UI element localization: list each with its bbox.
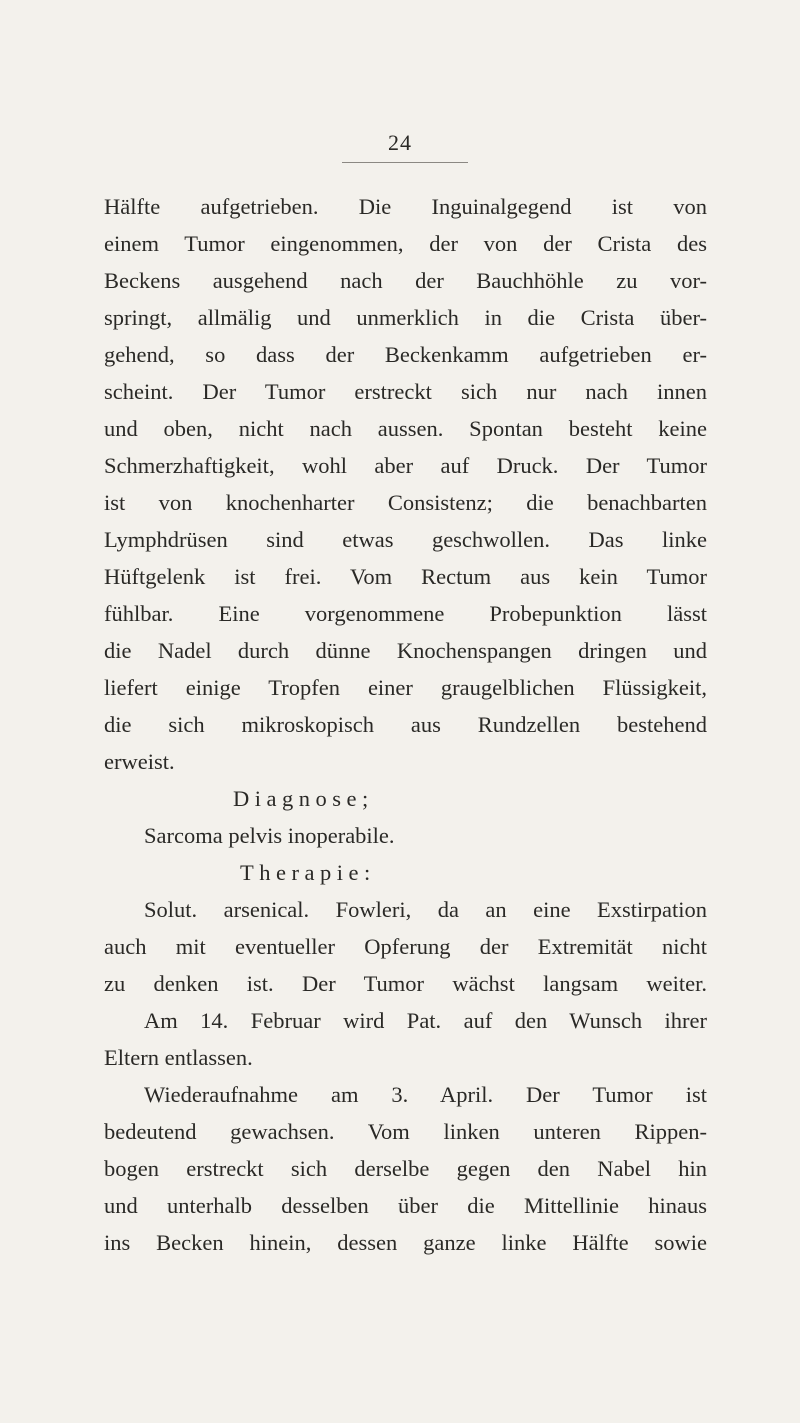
section-heading-diagnose: Diagnose; bbox=[233, 786, 374, 811]
page-number: 24 bbox=[388, 130, 412, 155]
text-line: ins Becken hinein, dessen ganze linke Hälfte sowie bbox=[104, 1230, 707, 1255]
page-number-rule bbox=[342, 162, 468, 163]
text-line: erweist. bbox=[104, 749, 175, 774]
text-line: die sich mikroskopisch aus Rundzellen bestehend bbox=[104, 712, 707, 737]
text-line: Schmerzhaftigkeit, wohl aber auf Druck. Der Tumor bbox=[104, 453, 707, 478]
text-line: Lymphdrüsen sind etwas geschwollen. Das linke bbox=[104, 527, 707, 552]
text-line: scheint. Der Tumor erstreckt sich nur nach innen bbox=[104, 379, 707, 404]
text-line: ist von knochenharter Consistenz; die benachbarten bbox=[104, 490, 707, 515]
text-line: Hüftgelenk ist frei. Vom Rectum aus kein Tumor bbox=[104, 564, 707, 589]
text-line: und oben, nicht nach aussen. Spontan besteht keine bbox=[104, 416, 707, 441]
body-text bbox=[104, 188, 707, 1261]
text-line: die Nadel durch dünne Knochenspangen dringen und bbox=[104, 638, 707, 663]
text-line: auch mit eventueller Opferung der Extremität nicht bbox=[104, 934, 707, 959]
text-line: zu denken ist. Der Tumor wächst langsam weiter. bbox=[104, 971, 707, 996]
text-line: fühlbar. Eine vorgenommene Probepunktion lässt bbox=[104, 601, 707, 626]
diagnosis-text: Sarcoma pelvis inoperabile. bbox=[144, 823, 395, 848]
text-line: und unterhalb desselben über die Mittellinie hinaus bbox=[104, 1193, 707, 1218]
text-line: Beckens ausgehend nach der Bauchhöhle zu vor- bbox=[104, 268, 707, 293]
text-line: Hälfte aufgetrieben. Die Inguinalgegend ist von bbox=[104, 194, 707, 219]
text-line: liefert einige Tropfen einer graugelblichen Flüssigkeit, bbox=[104, 675, 707, 700]
text-line: Am 14. Februar wird Pat. auf den Wunsch ihrer bbox=[144, 1008, 707, 1033]
text-line: bogen erstreckt sich derselbe gegen den Nabel hin bbox=[104, 1156, 707, 1181]
text-line: einem Tumor eingenommen, der von der Crista des bbox=[104, 231, 707, 256]
text-line: springt, allmälig und unmerklich in die Crista über- bbox=[104, 305, 707, 330]
text-line: Wiederaufnahme am 3. April. Der Tumor ist bbox=[144, 1082, 707, 1107]
text-line: gehend, so dass der Beckenkamm aufgetrieben er- bbox=[104, 342, 707, 367]
text-line: Eltern entlassen. bbox=[104, 1045, 253, 1070]
text-line: bedeutend gewachsen. Vom linken unteren Rippen- bbox=[104, 1119, 707, 1144]
section-heading-therapie: Therapie: bbox=[240, 860, 376, 885]
text-line: Solut. arsenical. Fowleri, da an eine Exstirpation bbox=[144, 897, 707, 922]
